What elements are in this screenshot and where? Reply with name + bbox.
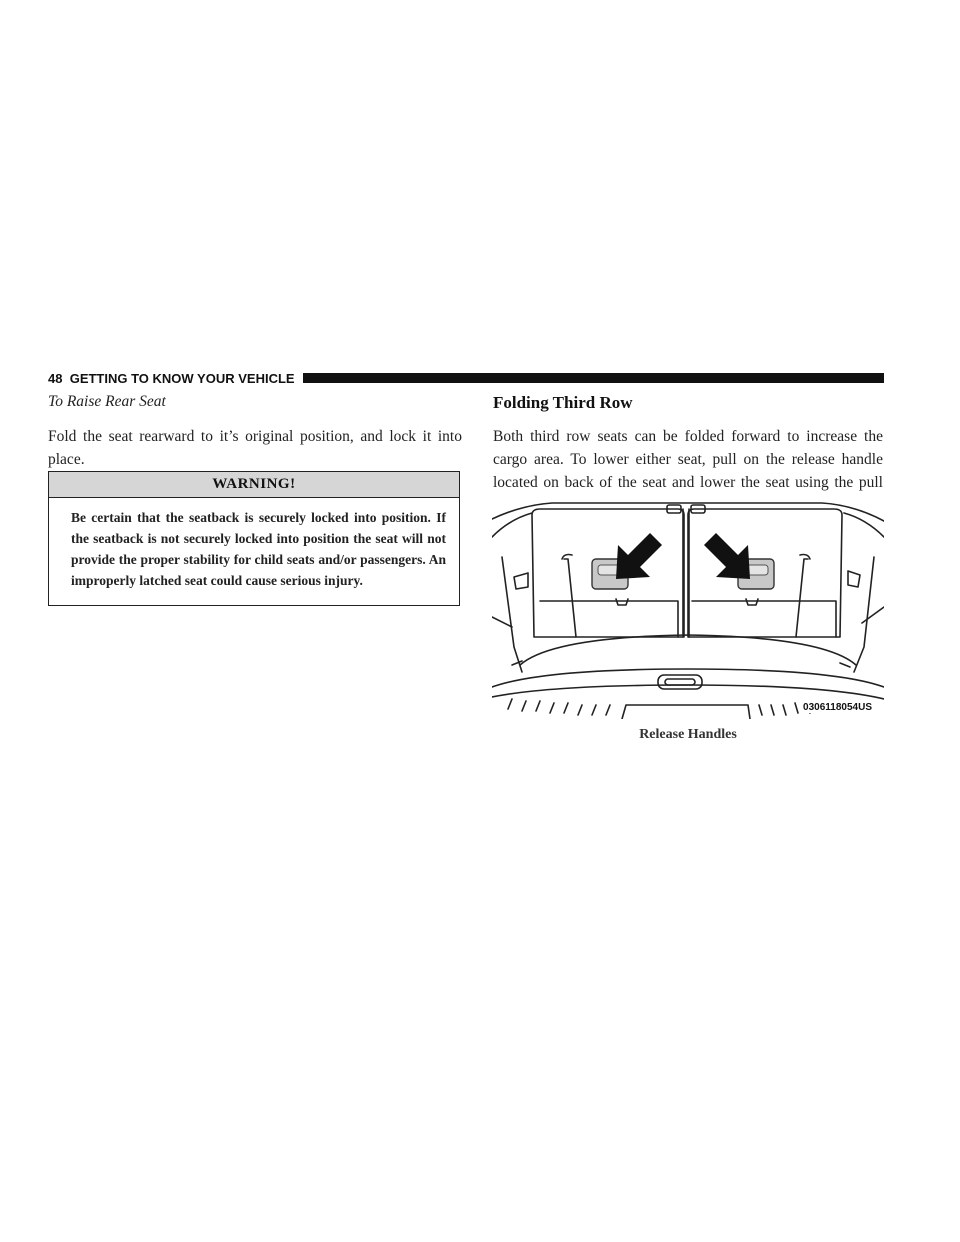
page-number: 48 — [48, 370, 63, 386]
warning-text: Be certain that the seatback is securely locked into position. If the seatback is not securely locked into position the seat will not provide the proper stability for child seats and/or passengers. An improperly latched seat could cause serious injury. — [71, 510, 446, 588]
raise-rear-seat-subheading: To Raise Rear Seat — [48, 393, 166, 410]
raise-rear-seat-paragraph: Fold the seat rearward to it’s original position, and lock it into place. — [48, 428, 462, 468]
left-column — [48, 393, 462, 471]
release-handles-illustration — [492, 497, 884, 719]
arrow-icon — [616, 533, 662, 579]
header-label — [48, 371, 303, 386]
seat-illustration — [492, 497, 884, 719]
figure-code: 0306118054US — [803, 702, 872, 713]
folding-third-row-paragraph: Both third row seats can be folded forward to increase the cargo area. To lower either seat, pull on the release handle located on back of the seat and lower the seat using the pull — [493, 428, 883, 491]
arrow-icon — [704, 533, 750, 579]
page-header — [48, 370, 884, 386]
folding-third-row-heading: Folding Third Row — [493, 393, 633, 412]
warning-box — [48, 471, 460, 606]
header-rule — [303, 373, 884, 383]
section-title: GETTING TO KNOW YOUR VEHICLE — [69, 370, 295, 386]
figure-caption: Release Handles — [639, 727, 737, 742]
warning-title: WARNING! — [49, 472, 459, 498]
